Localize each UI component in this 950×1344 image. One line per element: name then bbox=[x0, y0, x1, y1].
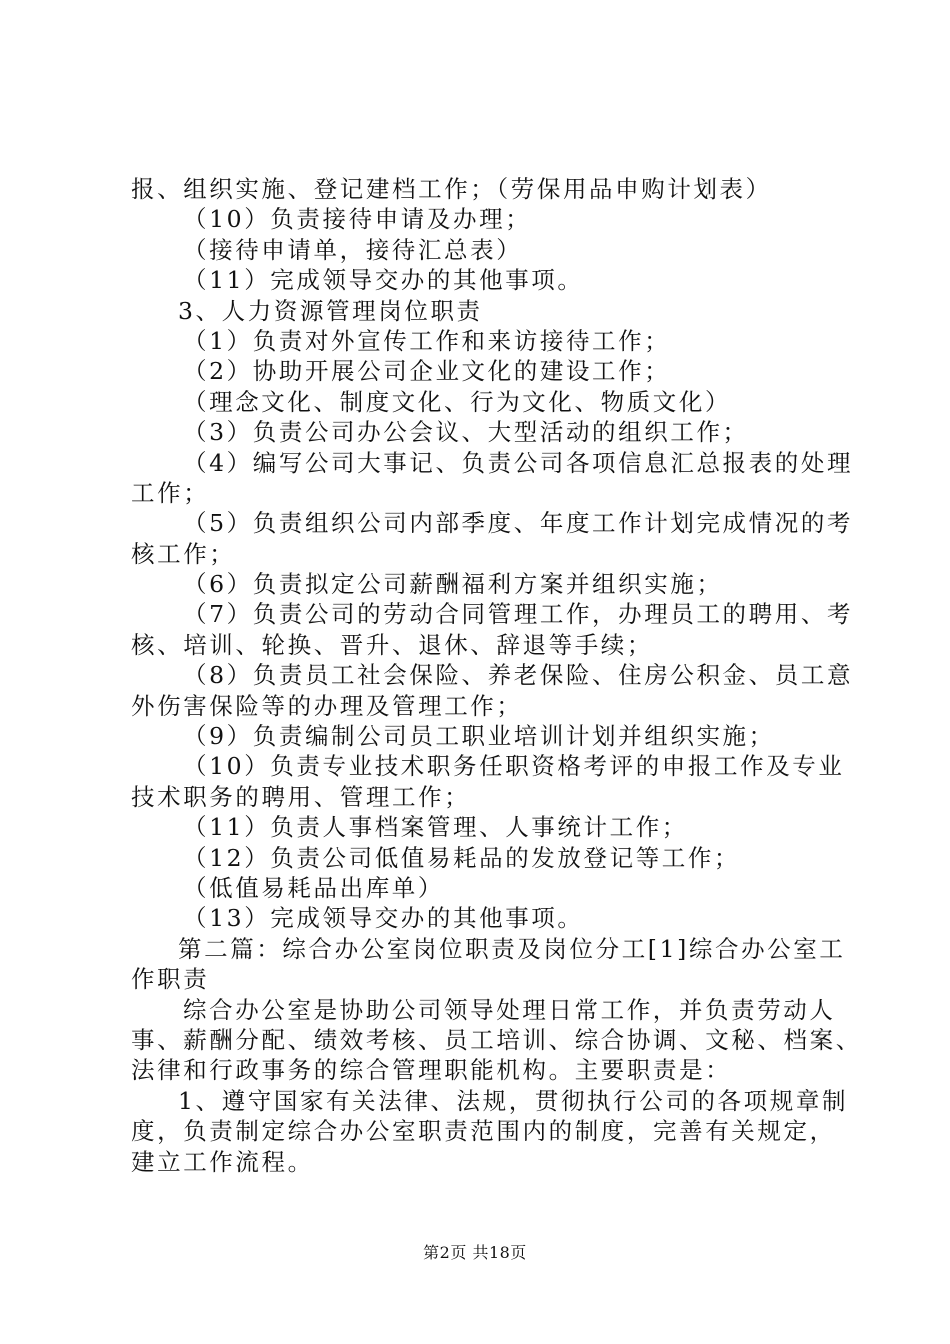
text-line: （3）负责公司办公会议、大型活动的组织工作； bbox=[183, 418, 749, 447]
text-line: （接待申请单，接待汇总表） bbox=[183, 235, 523, 264]
text-line: （理念文化、制度文化、行为文化、物质文化） bbox=[183, 387, 732, 416]
text-line: （12）负责公司低值易耗品的发放登记等工作； bbox=[183, 843, 741, 872]
text-line: （低值易耗品出库单） bbox=[183, 873, 444, 902]
page-footer: 第2页 共18页 bbox=[423, 1243, 527, 1262]
text-line: （7）负责公司的劳动合同管理工作，办理员工的聘用、考 bbox=[183, 600, 854, 629]
document-body bbox=[131, 174, 862, 1177]
text-line: （4）编写公司大事记、负责公司各项信息汇总报表的处理 bbox=[183, 448, 854, 477]
text-line: 事、薪酬分配、绩效考核、员工培训、综合协调、文秘、档案、 bbox=[131, 1025, 862, 1054]
text-line: （9）负责编制公司员工职业培训计划并组织实施； bbox=[183, 722, 775, 751]
text-line: 建立工作流程。 bbox=[131, 1147, 314, 1176]
text-line: （6）负责拟定公司薪酬福利方案并组织实施； bbox=[183, 570, 723, 599]
text-line: （2）协助开展公司企业文化的建设工作； bbox=[183, 357, 671, 386]
text-line: （1）负责对外宣传工作和来访接待工作； bbox=[183, 326, 671, 355]
text-line: 1、遵守国家有关法律、法规，贯彻执行公司的各项规章制 bbox=[178, 1086, 849, 1115]
text-line: 工作； bbox=[131, 478, 210, 507]
text-line: 核、培训、轮换、晋升、退休、辞退等手续； bbox=[131, 630, 653, 659]
text-line: 作职责 bbox=[131, 965, 210, 994]
text-line: 外伤害保险等的办理及管理工作； bbox=[131, 691, 523, 720]
text-line: 报、组织实施、登记建档工作；（劳保用品申购计划表） bbox=[131, 175, 772, 203]
text-line: 综合办公室是协助公司领导处理日常工作，并负责劳动人 bbox=[183, 995, 836, 1024]
text-line: （11）负责人事档案管理、人事统计工作； bbox=[183, 813, 688, 842]
text-line: 技术职务的聘用、管理工作； bbox=[131, 782, 471, 811]
text-line: 法律和行政事务的综合管理职能机构。主要职责是： bbox=[131, 1056, 732, 1085]
text-line: （11）完成领导交办的其他事项。 bbox=[183, 266, 584, 295]
text-line: （8）负责员工社会保险、养老保险、住房公积金、员工意 bbox=[183, 661, 854, 690]
text-line: （10）负责接待申请及办理； bbox=[183, 205, 532, 234]
text-line: （10）负责专业技术职务任职资格考评的申报工作及专业 bbox=[183, 752, 845, 781]
text-line: （5）负责组织公司内部季度、年度工作计划完成情况的考 bbox=[183, 509, 854, 538]
text-line: 3、人力资源管理岗位职责 bbox=[178, 296, 483, 325]
text-line: （13）完成领导交办的其他事项。 bbox=[183, 904, 584, 933]
text-line: 第二篇：综合办公室岗位职责及岗位分工[1]综合办公室工 bbox=[178, 934, 846, 963]
text-line: 核工作； bbox=[131, 539, 236, 568]
text-line: 度，负责制定综合办公室职责范围内的制度，完善有关规定， bbox=[131, 1117, 836, 1146]
